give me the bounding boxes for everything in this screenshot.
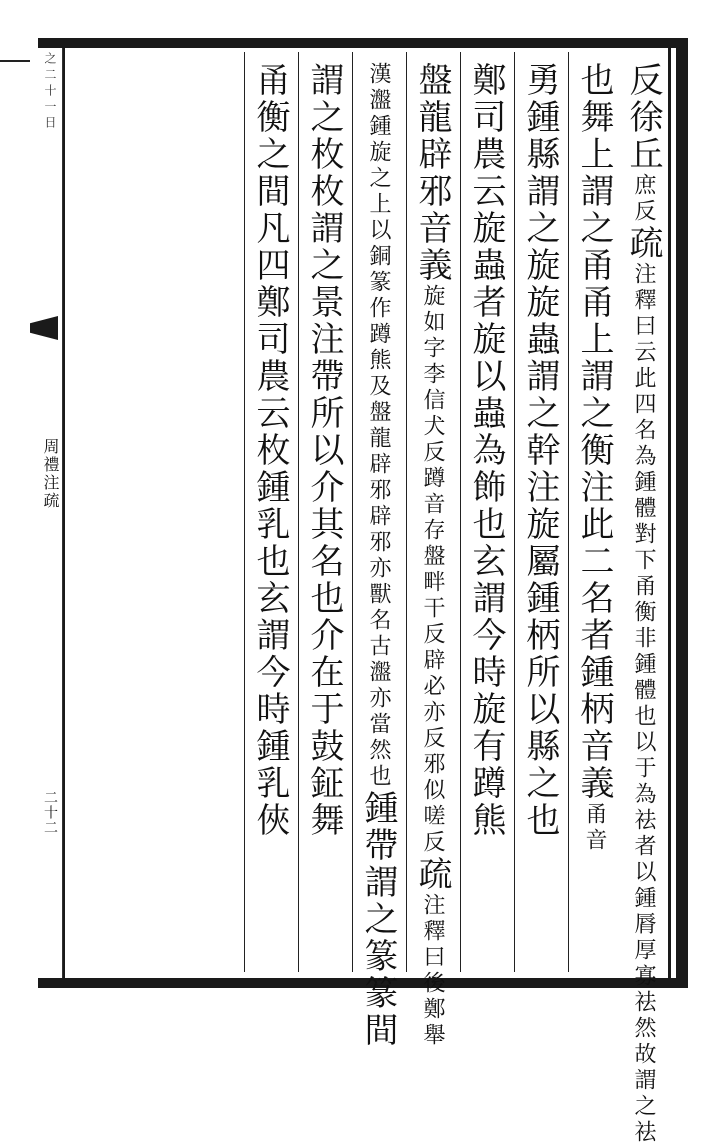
text-column-4 (460, 52, 511, 972)
text-column-7 (298, 52, 349, 972)
main-text: 也舞上謂之甬甬上謂之衡注此二名者鍾柄 (574, 62, 614, 728)
text-column-1 (618, 52, 668, 1146)
page-number: 二十二 (42, 790, 58, 835)
text-column-3 (514, 52, 565, 972)
small-note: 甬音 (582, 802, 607, 854)
book-title: 周禮注疏 (41, 438, 60, 510)
main-text: 鍾帶謂之篆篆間 (358, 790, 398, 1049)
shu-marker: 疏 (623, 225, 663, 262)
yinyi-marker: 音義 (412, 210, 452, 284)
small-note: 漢瀊鍾旋之上以銅篆作蹲熊及盤龍辟邪辟邪亦獸名古瀊亦當然也 (366, 62, 391, 790)
yinyi-marker: 音義 (574, 728, 614, 802)
frame-top-border (38, 38, 688, 48)
text-column-2 (568, 52, 619, 972)
column-4-text: 鄭司農云旋蟲者旋以蟲為飾也玄謂今時旋有蹲熊 (466, 62, 506, 839)
column-2-text (569, 62, 619, 962)
column-8-text: 甬衡之間凡四鄭司農云枚鍾乳也玄謂今時鍾乳俠 (250, 62, 290, 839)
small-note: 旋如字李信犬反蹲音存盤畔干反辟必亦反邪似嗟反 (420, 284, 445, 856)
main-text: 反徐丘 (623, 62, 663, 173)
shu-marker: 疏 (412, 856, 452, 893)
column-6-text (353, 62, 403, 1049)
frame-right-border (676, 38, 688, 988)
frame-right-inner-border (668, 48, 671, 978)
main-text: 盤龍辟邪 (412, 62, 452, 210)
column-5-text (407, 62, 457, 1049)
fold-top-marks: 之二十一日 (43, 52, 57, 132)
column-7-text: 謂之枚枚謂之景注帶所以介其名也介在于鼓鉦舞 (304, 62, 344, 839)
small-note: 注釋曰後鄭舉 (420, 893, 445, 1049)
small-note: 注釋曰云此四名為鍾體對下甬衡非鍾體也以于為祛者以鍾脣厚寡祛然故謂之祛 (631, 262, 656, 1146)
column-1-text (618, 62, 668, 1146)
text-column-5 (406, 52, 457, 1049)
text-column-8 (244, 52, 295, 972)
fishtail-mark-icon (30, 316, 58, 340)
column-3-text: 勇鍾縣謂之旋旋蟲謂之幹注旋屬鍾柄所以縣之也 (520, 62, 560, 839)
text-column-6 (352, 52, 403, 1049)
small-note: 庶反 (631, 173, 656, 225)
fold-margin (36, 48, 63, 978)
fold-edge-line (0, 60, 30, 74)
